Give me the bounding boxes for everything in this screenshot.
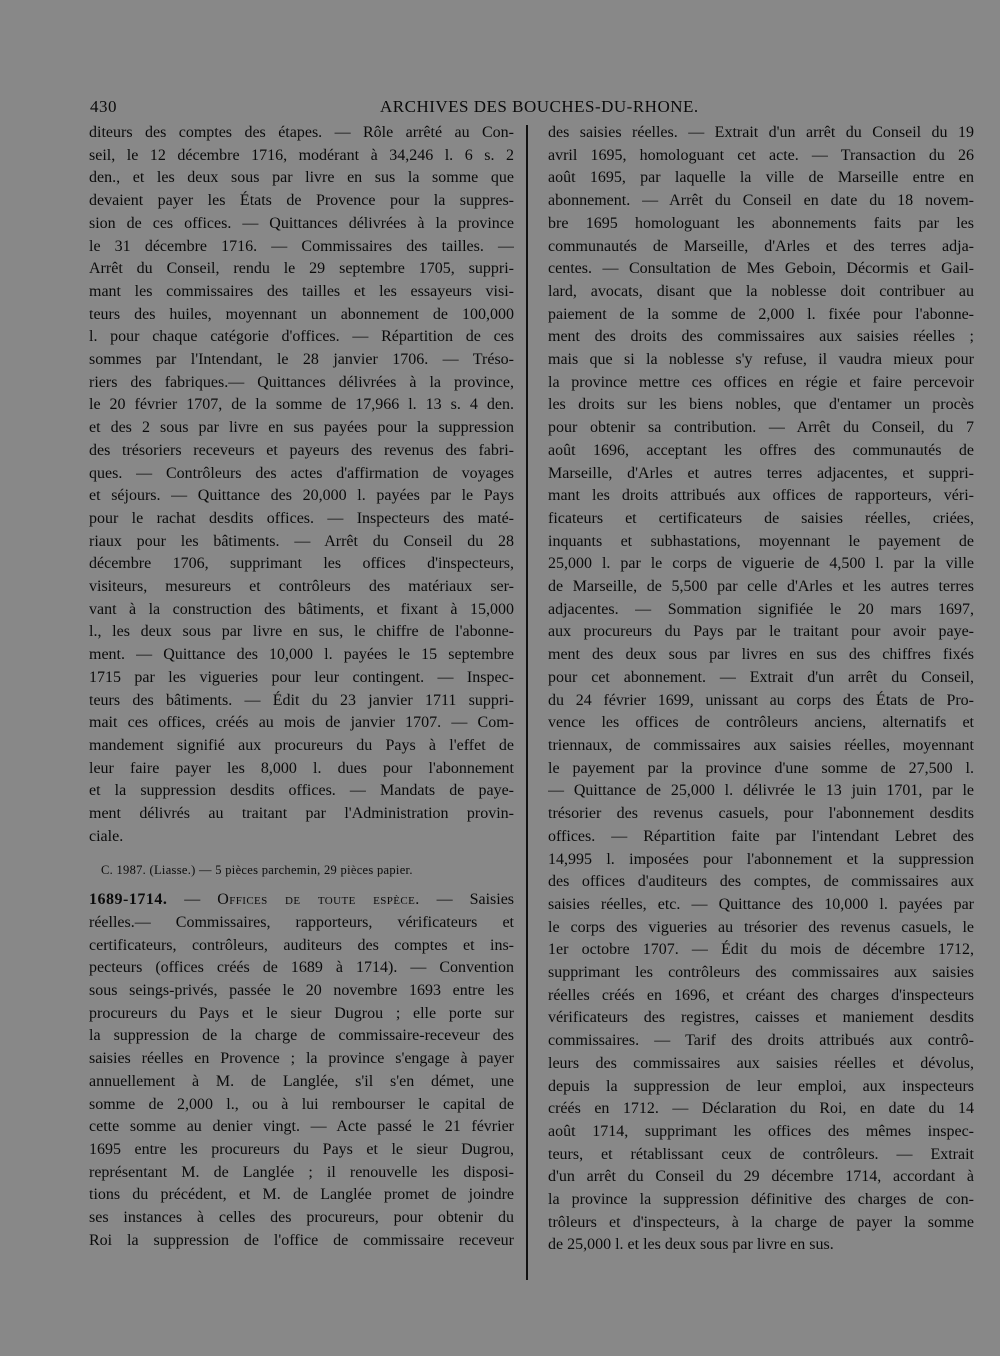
text-line: ques. — Contrôleurs des actes d'affirmation de voyages — [89, 464, 514, 482]
text-line: de 25,000 l. et les deux sous par livre en sus. — [548, 1236, 834, 1254]
text-line: le corps des vigueries au trésorier des revenus casuels, le — [548, 918, 974, 936]
text-line: mais que si la noblesse s'y refuse, il vaudra mieux pour — [548, 351, 974, 369]
text-line: mant les commissaires des tailles et les essayeurs visi- — [89, 282, 514, 300]
text-line: annuellement à M. de Langlée, s'il s'en démet, une — [89, 1072, 514, 1090]
text-line: triennaux, de commissaires aux saisies réelles, moyennant — [548, 736, 974, 754]
text-line: 1er octobre 1707. — Édit du mois de décembre 1712, — [548, 941, 974, 959]
left-paragraph-1 — [89, 122, 514, 849]
text-line: 14,995 l. imposées pour l'abonnement et la suppression — [548, 850, 974, 868]
text-line: sion de ces offices. — Quittances délivrées à la province — [89, 214, 514, 232]
text-line: offices. — Répartition faite par l'intendant Lebret des — [548, 827, 974, 845]
text-line: août 1714, supprimant les offices des mêmes inspec- — [548, 1122, 974, 1140]
text-line: adjacentes. — Sommation signifiée le 20 mars 1697, — [548, 600, 974, 618]
text-line: mandement signifié aux procureurs du Pays à l'effet de — [89, 736, 514, 754]
text-line: paiement de la somme de 2,000 l. fixée pour l'abonne- — [548, 305, 974, 323]
entry-heading-tail: — Saisies — [436, 891, 514, 909]
text-line: pour le rachat desdits offices. — Inspecteurs des maté- — [89, 509, 514, 527]
text-line: depuis la suppression de leur emploi, aux inspecteurs — [548, 1077, 974, 1095]
text-line: la province mettre ces offices en régie et faire percevoir — [548, 373, 974, 391]
text-line: des trésoriers receveurs et payeurs des revenus des fabri- — [89, 441, 514, 459]
text-line: et séjours. — Quittance des 20,000 l. payées par le Pays — [89, 487, 514, 505]
text-line: la suppression de la charge de commissaire-receveur des — [89, 1027, 514, 1045]
text-line: vence les offices de contrôleurs anciens, alternatifs et — [548, 714, 974, 732]
text-line: bre 1695 homologuant les abonnements faits par les — [548, 214, 974, 232]
text-line: sommes par l'Intendant, le 28 janvier 1706. — Tréso- — [89, 351, 514, 369]
text-line: trésorier des revenus casuels, pour l'abonnement desdits — [548, 805, 974, 823]
left-column — [89, 122, 514, 1252]
text-line: du 24 février 1699, unissant au corps des États de Pro- — [548, 691, 974, 709]
text-line: des offices d'auditeurs des comptes, de commissaires aux — [548, 873, 974, 891]
text-line: des saisies réelles. — Extrait d'un arrêt du Conseil du 19 — [548, 124, 974, 141]
text-line: décembre 1706, supprimant les offices d'inspecteurs, — [89, 555, 514, 573]
text-line: pour cet abonnement. — Extrait d'un arrêt du Conseil, — [548, 668, 974, 686]
text-line: Marseille, d'Arles et autres terres adjacentes, et suppri- — [548, 464, 974, 482]
archive-reference: C. 1987. (Liasse.) — 5 pièces parchemin, 29 pièces papier. — [101, 862, 413, 877]
text-line: les droits sur les biens nobles, que d'entamer un procès — [548, 396, 974, 414]
text-line: et des 2 sous par livre en sus payées pour la suppression — [89, 419, 514, 437]
text-line: devaient payer les États de Provence pour la suppres- — [89, 192, 514, 210]
right-column — [548, 122, 974, 1257]
text-line: communautés de Marseille, d'Arles et des terres adja- — [548, 237, 974, 255]
text-line: abonnement. — Arrêt du Conseil en date du 18 novem- — [548, 192, 974, 210]
text-line: leur faire payer les 8,000 l. dues pour l'abonnement — [89, 759, 514, 777]
text-line: saisies réelles, etc. — Quittance des 10,000 l. payées par — [548, 895, 974, 913]
entry-heading-line: 1689-1714. — Offices de toute espèce. — Saisies — [89, 891, 514, 909]
text-line: teurs des huiles, moyennant un abonnement de 100,000 — [89, 305, 514, 323]
text-line: représentant M. de Langlée ; il renouvelle les disposi- — [89, 1163, 514, 1181]
text-line: teurs, et rétablissant ceux de contrôleurs. — Extrait — [548, 1145, 974, 1163]
text-line: visiteurs, mesureurs et contrôleurs des matériaux ser- — [89, 578, 514, 596]
text-line: pecteurs (offices créés de 1689 à 1714). — Convention — [89, 959, 514, 977]
text-line: ment des deux sous par livres en sus des chiffres fixés — [548, 646, 974, 664]
text-line: mait ces offices, créés au mois de janvier 1707. — Com- — [89, 714, 514, 732]
text-line: 1715 par les vigueries pour leur contingent. — Inspec- — [89, 668, 514, 686]
text-line: réelles.— Commissaires, rapporteurs, vérificateurs et — [89, 913, 514, 931]
text-line: vant à la construction des bâtiments, et fixant à 15,000 — [89, 600, 514, 618]
text-line: seil, le 12 décembre 1716, modérant à 34,246 l. 6 s. 2 — [89, 146, 514, 164]
text-line: ficateurs et certificateurs de saisies réelles, criées, — [548, 509, 974, 527]
text-line: supprimant les contrôleurs des commissaires aux saisies — [548, 964, 974, 982]
text-line: d'un arrêt du Conseil du 29 décembre 1714, accordant à — [548, 1168, 974, 1186]
text-line: pour obtenir sa contribution. — Arrêt du Conseil, du 7 — [548, 419, 974, 437]
entry-title: Offices de toute espèce. — [217, 891, 420, 909]
text-line: ment délivrés au traitant par l'Administration provin- — [89, 805, 514, 823]
text-line: certificateurs, contrôleurs, auditeurs des comptes et ins- — [89, 936, 514, 954]
text-line: Roi la suppression de l'office de commissaire receveur — [89, 1231, 514, 1249]
text-line: le payement par la province d'une somme de 27,500 l. — [548, 759, 974, 777]
text-line: sous seings-privés, passée le 20 novembre 1693 entre les — [89, 982, 514, 1000]
text-line: riaux pour les bâtiments. — Arrêt du Conseil du 28 — [89, 532, 514, 550]
text-line: réelles créés en 1696, et créant des charges d'inspecteurs — [548, 986, 974, 1004]
text-line: trôleurs et d'inspecteurs, à la charge de payer la somme — [548, 1213, 974, 1231]
page-number: 430 — [90, 97, 117, 116]
text-line: teurs des bâtiments. — Édit du 23 janvier 1711 suppri- — [89, 691, 514, 709]
text-line: centes. — Consultation de Mes Geboin, Décormis et Gail- — [548, 260, 974, 278]
text-line: Arrêt du Conseil, rendu le 29 septembre 1705, suppri- — [89, 260, 514, 278]
text-line: le 31 décembre 1716. — Commissaires des tailles. — — [89, 237, 514, 255]
text-line: la province la suppression définitive des charges de con- — [548, 1191, 974, 1209]
text-line: de Marseille, de 5,500 par celle d'Arles et les autres terres — [548, 578, 974, 596]
text-line: aux procureurs du Pays par le traitant pour avoir paye- — [548, 623, 974, 641]
text-line: leurs des commissaires aux saisies réelles et dévolus, — [548, 1054, 974, 1072]
text-line: somme de 2,000 l., ou à lui rembourser le capital de — [89, 1095, 514, 1113]
column-divider — [526, 125, 528, 1280]
text-line: commissaires. — Tarif des droits attribués aux contrô- — [548, 1032, 974, 1050]
text-line: 1695 entre les procureurs du Pays et le sieur Dugrou, — [89, 1140, 514, 1158]
text-line: l., les deux sous par livre en sus, le chiffre de l'abonne- — [89, 623, 514, 641]
text-line: l. pour chaque catégorie d'offices. — Répartition de ces — [89, 328, 514, 346]
left-paragraph-2 — [89, 912, 514, 1253]
text-line: août 1695, par laquelle la ville de Marseille entre en — [548, 169, 974, 187]
text-line: août 1696, acceptant les offres des communautés de — [548, 441, 974, 459]
text-line: avril 1695, homologuant cet acte. — Transaction du 26 — [548, 146, 974, 164]
text-line: ment des droits des commissaires aux saisies réelles ; — [548, 328, 974, 346]
text-line: tions du précédent, et M. de Langlée promet de joindre — [89, 1186, 514, 1204]
right-paragraph — [548, 122, 974, 1257]
text-line: créés en 1712. — Déclaration du Roi, en date du 14 — [548, 1100, 974, 1118]
running-title: ARCHIVES DES BOUCHES-DU-RHONE. — [380, 97, 699, 116]
text-line: et la suppression desdits offices. — Mandats de paye- — [89, 782, 514, 800]
text-line: riers des fabriques.— Quittances délivrées à la province, — [89, 373, 514, 391]
text-line: den., et les deux sous par livre en sus la somme que — [89, 169, 514, 187]
text-line: lard, avocats, disant que la noblesse doit contribuer au — [548, 282, 974, 300]
text-line: inquants et subhastations, moyennant le payement de — [548, 532, 974, 550]
text-line: mant les droits attribués aux offices de rapporteurs, véri- — [548, 487, 974, 505]
text-line: ciale. — [89, 827, 124, 845]
text-line: cette somme au denier vingt. — Acte passé le 21 février — [89, 1118, 514, 1136]
text-line: le 20 février 1707, de la somme de 17,966 l. 13 s. 4 den. — [89, 396, 514, 414]
text-line: 25,000 l. par le corps de viguerie de 4,500 l. par la ville — [548, 555, 974, 573]
text-line: — Quittance de 25,000 l. délivrée le 13 juin 1701, par le — [548, 782, 974, 800]
text-line: procureurs du Pays et le sieur Dugrou ; elle porte sur — [89, 1004, 514, 1022]
text-line: diteurs des comptes des étapes. — Rôle arrêté au Con- — [89, 124, 514, 141]
entry-dates: 1689-1714. — [89, 891, 168, 909]
text-line: ment. — Quittance des 10,000 l. payées le 15 septembre — [89, 646, 514, 664]
text-line: saisies réelles en Provence ; la province s'engage à payer — [89, 1050, 514, 1068]
text-line: ses instances à celles des procureurs, pour obtenir du — [89, 1209, 514, 1227]
text-line: vérificateurs des registres, caisses et maniement desdits — [548, 1009, 974, 1027]
